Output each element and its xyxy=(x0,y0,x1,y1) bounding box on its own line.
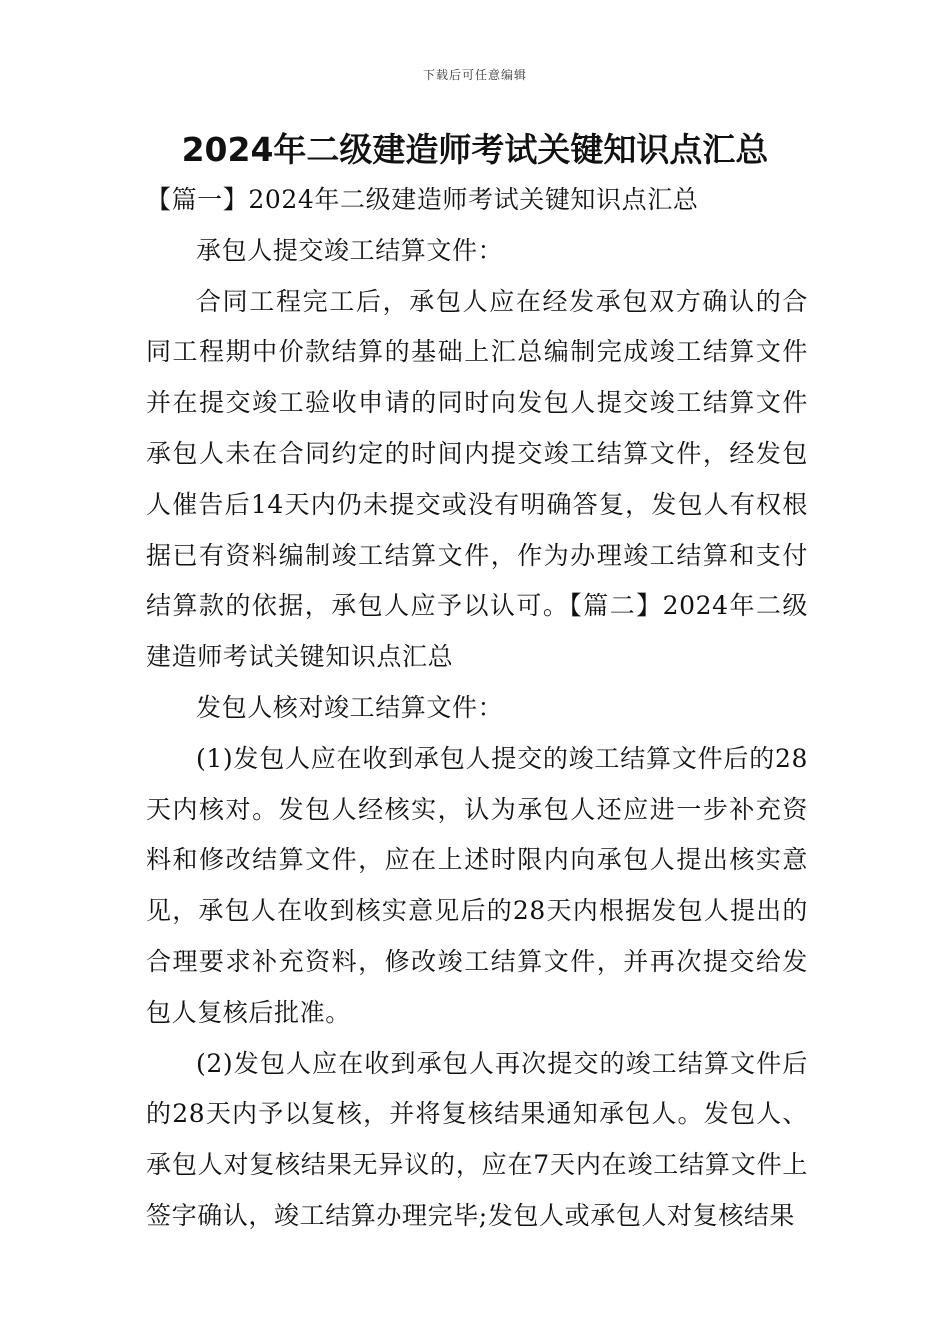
document-body xyxy=(146,175,808,1242)
document-title: 2024年二级建造师考试关键知识点汇总 xyxy=(181,130,769,169)
paragraph-subheading-1: 承包人提交竣工结算文件： xyxy=(196,235,504,265)
paragraph-section-heading-1: 【篇一】2024年二级建造师考试关键知识点汇总 xyxy=(146,185,699,214)
paragraph-body-3: (2)发包人应在收到承包人再次提交的竣工结算文件后的28天内予以复核，并将复核结果通知承包人。发包人、承包人对复核结果无异议的，应在7天内在竣工结算文件上签字确认，竣工结算办理完毕;发包人或承包人对复核结果 xyxy=(146,1048,808,1230)
paragraph-body-2: (1)发包人应在收到承包人提交的竣工结算文件后的28天内核对。发包人经核实，认为承包人还应进一步补充资料和修改结算文件，应在上述时限内向承包人提出核实意见，承包人在收到核实意见后的28天内根据发包人提出的合理要求补充资料，修改竣工结算文件，并再次提交给发包人复核后批准。 xyxy=(146,743,808,1027)
paragraph-body-1: 合同工程完工后，承包人应在经发承包双方确认的合同工程期中价款结算的基础上汇总编制完成竣工结算文件并在提交竣工验收申请的同时向发包人提交竣工结算文件承包人未在合同约定的时间内提交竣工结算文件，经发包人催告后14天内仍未提交或没有明确答复，发包人有权根据已有资料编制竣工结算文件，作为办理竣工结算和支付结算款的依据，承包人应予以认可。【篇二】2024年二级建造师考试关键知识点汇总 xyxy=(146,286,808,672)
header-note: 下载后可任意编辑 xyxy=(422,68,527,82)
paragraph-subheading-2: 发包人核对竣工结算文件： xyxy=(196,692,504,722)
